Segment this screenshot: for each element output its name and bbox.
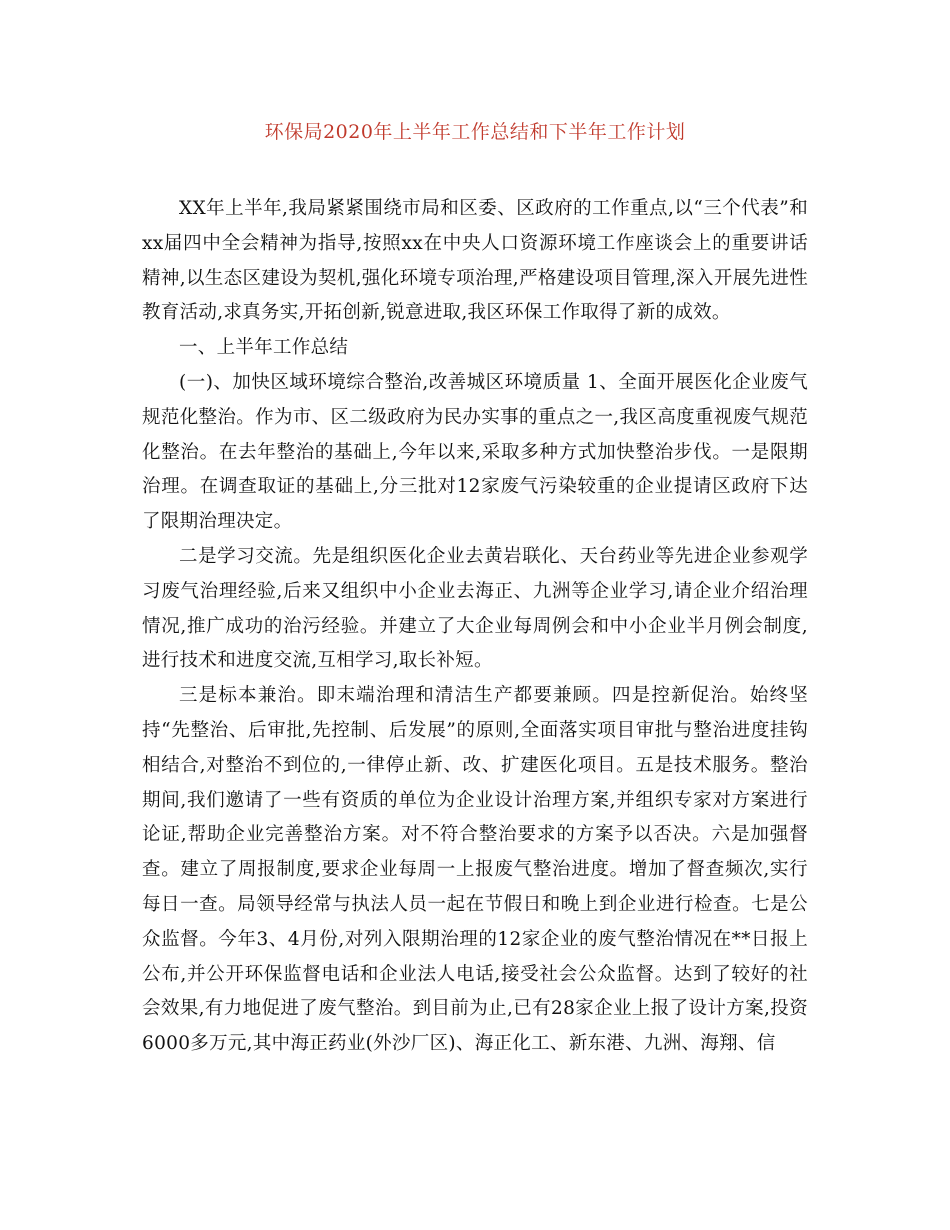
paragraph-intro: XX年上半年,我局紧紧围绕市局和区委、区政府的工作重点,以“三个代表”和xx届四中全会精神为指导,按照xx在中央人口资源环境工作座谈会上的重要讲话精神,以生态区建设为契机,强化环境专项治理,严格建设项目管理,深入开展先进性教育活动,求真务实,开拓创新,锐意进取,我区环保工作取得了新的成效。 <box>142 198 808 324</box>
document-body <box>142 192 808 1062</box>
paragraph-measures: 三是标本兼治。即末端治理和清洁生产都要兼顾。四是控新促治。始终坚持“先整治、后审批,先控制、后发展”的原则,全面落实项目审批与整治进度挂钩相结合,对整治不到位的,一律停止新、改、扩建医化项目。五是技术服务。整治期间,我们邀请了一些有资质的单位为企业设计治理方案,并组织专家对方案进行论证,帮助企业完善整治方案。对不符合整治要求的方案予以否决。六是加强督查。建立了周报制度,要求企业每周一上报废气整治进度。增加了督查频次,实行每日一查。局领导经常与执法人员一起在节假日和晚上到企业进行检查。七是公众监督。今年3、4月份,对列入限期治理的12家企业的废气整治情况在**日报上公布,并公开环保监督电话和企业法人电话,接受社会公众监督。达到了较好的社会效果,有力地促进了废气整治。到目前为止,已有28家企业上报了设计方案,投资6000多万元,其中海正药业(外沙厂区)、海正化工、新东港、九洲、海翔、信 <box>142 685 808 1055</box>
section-heading: 一、上半年工作总结 <box>179 337 349 359</box>
document-title: 环保局2020年上半年工作总结和下半年工作计划 <box>264 121 686 143</box>
paragraph-learning-exchange: 二是学习交流。先是组织医化企业去黄岩联化、天台药业等先进企业参观学习废气治理经验,后来又组织中小企业去海正、九洲等企业学习,请企业介绍治理情况,推广成功的治污经验。并建立了大企业每周例会和中小企业半月例会制度,进行技术和进度交流,互相学习,取长补短。 <box>142 545 808 672</box>
paragraph-section-one: (一)、加快区域环境综合整治,改善城区环境质量 1、全面开展医化企业废气规范化整治。作为市、区二级政府为民办实事的重点之一,我区高度重视废气规范化整治。在去年整治的基础上,今年以来,采取多种方式加快整治步伐。一是限期治理。在调查取证的基础上,分三批对12家废气污染较重的企业提请区政府下达了限期治理决定。 <box>142 371 808 533</box>
